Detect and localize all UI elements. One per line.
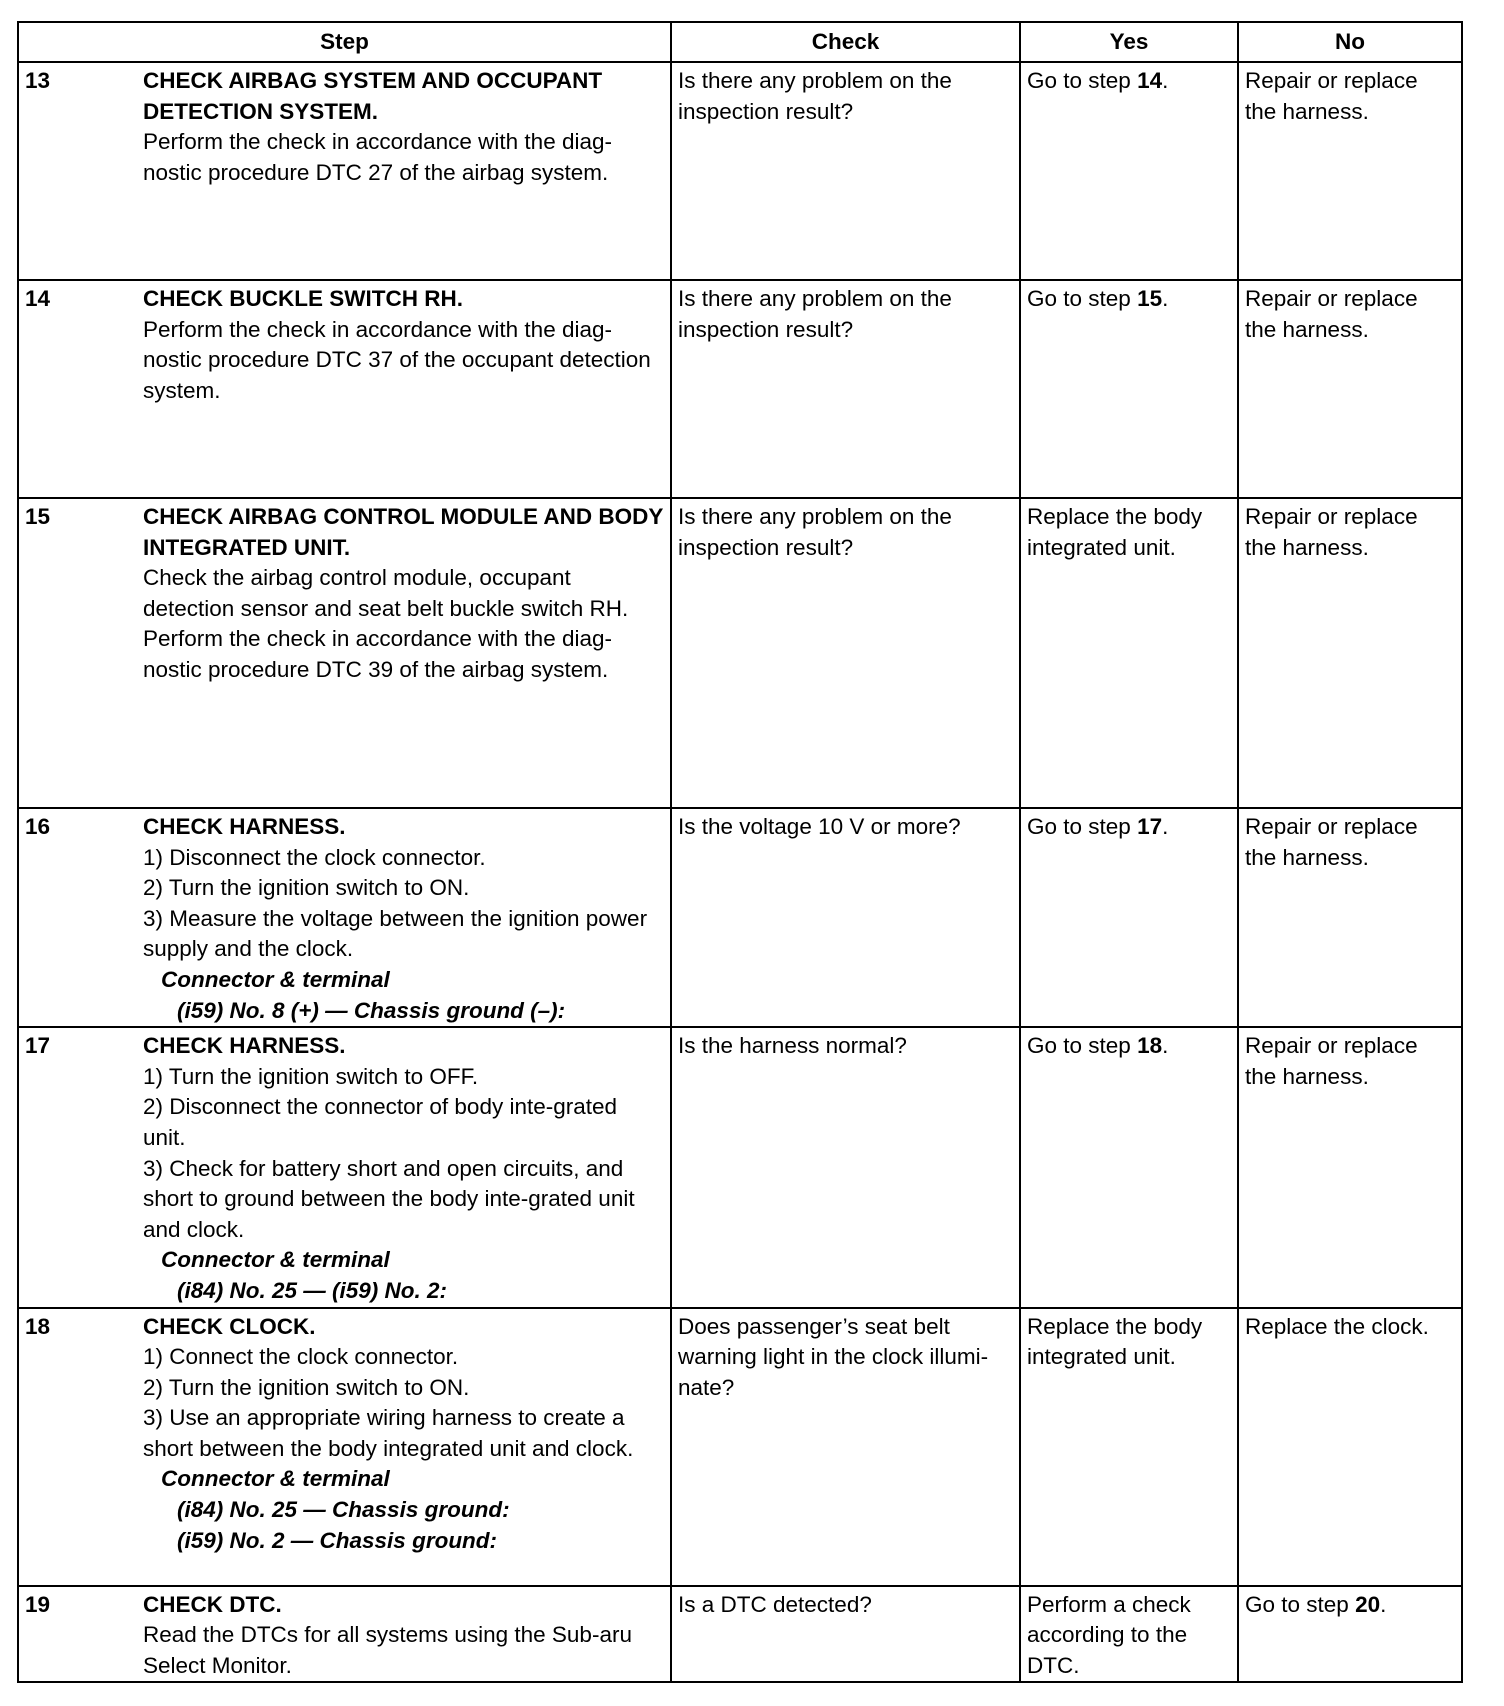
no-cell	[1238, 1586, 1462, 1683]
step-body	[143, 1590, 664, 1682]
yes-text: Replace the body integrated unit.	[1027, 504, 1203, 560]
step-number: 14	[25, 286, 51, 311]
step-body	[143, 1031, 664, 1306]
check-cell: Is the harness normal?	[671, 1027, 1020, 1307]
step-title: CHECK HARNESS.	[143, 814, 346, 839]
step-cell	[18, 808, 671, 1027]
connector-terminal: (i84) No. 25 — Chassis ground:	[177, 1497, 510, 1523]
step-line: 1) Disconnect the clock connector.	[143, 844, 486, 870]
header-check: Check	[671, 22, 1020, 62]
step-number: 16	[25, 814, 51, 839]
no-text: Repair or replace the harness.	[1245, 814, 1418, 870]
step-title: CHECK BUCKLE SWITCH RH.	[143, 286, 463, 311]
step-cell	[18, 1308, 671, 1586]
connector-heading: Connector & terminal	[161, 1466, 390, 1492]
header-row	[18, 22, 1462, 62]
diagnostic-table	[17, 21, 1463, 1683]
step-line: Check the airbag control module, occupant detection sensor and seat belt buckle switch RH.	[143, 565, 629, 621]
yes-text: Go to step	[1027, 814, 1138, 839]
step-title: CHECK AIRBAG CONTROL MODULE AND BODY INTEGRATED UNIT.	[143, 504, 664, 560]
yes-step-ref: 15	[1137, 286, 1163, 311]
step-title: CHECK CLOCK.	[143, 1313, 316, 1339]
table-row	[18, 1586, 1462, 1683]
header-step: Step	[18, 22, 671, 62]
step-inner	[25, 66, 664, 188]
yes-cell	[1020, 280, 1238, 498]
no-cell	[1238, 808, 1462, 1027]
connector-terminal: (i59) No. 8 (+) — Chassis ground (–):	[177, 997, 566, 1023]
check-cell: Does passenger’s seat belt warning light in the clock illumi-nate?	[671, 1308, 1020, 1586]
step-line: 3) Check for battery short and open circuits, and short to ground between the body inte-grated unit and clock.	[143, 1155, 635, 1242]
check-cell: Is there any problem on the inspection result?	[671, 62, 1020, 280]
step-inner	[25, 1312, 664, 1557]
no-cell	[1238, 62, 1462, 280]
step-inner	[25, 502, 664, 686]
step-title: CHECK AIRBAG SYSTEM AND OCCUPANT DETECTION SYSTEM.	[143, 68, 603, 124]
step-line: Perform the check in accordance with the diag-nostic procedure DTC 37 of the occupant detection system.	[143, 316, 651, 403]
step-inner	[25, 812, 664, 1026]
step-line: Perform the check in accordance with the diag-nostic procedure DTC 27 of the airbag system.	[143, 129, 612, 185]
check-cell: Is the voltage 10 V or more?	[671, 808, 1020, 1027]
step-line: Read the DTCs for all systems using the Sub-aru Select Monitor.	[143, 1622, 632, 1678]
table-row	[18, 280, 1462, 498]
yes-tail: .	[1162, 286, 1169, 311]
step-line: 3) Measure the voltage between the ignition power supply and the clock.	[143, 905, 648, 962]
step-inner	[25, 1031, 664, 1306]
step-body	[143, 1312, 664, 1557]
header-no: No	[1238, 22, 1462, 62]
table-row	[18, 62, 1462, 280]
connector-terminal: (i84) No. 25 — (i59) No. 2:	[177, 1277, 448, 1303]
table-row	[18, 1308, 1462, 1586]
yes-tail: .	[1162, 1033, 1169, 1059]
step-line: 1) Turn the ignition switch to OFF.	[143, 1063, 479, 1089]
yes-cell	[1020, 1586, 1238, 1683]
step-number: 17	[25, 1033, 51, 1059]
table-body	[18, 62, 1462, 1682]
step-title: CHECK DTC.	[143, 1591, 282, 1617]
step-title: CHECK HARNESS.	[143, 1033, 346, 1059]
table-row	[18, 808, 1462, 1027]
step-cell	[18, 280, 671, 498]
yes-cell	[1020, 1027, 1238, 1307]
yes-text: Perform a check according to the DTC.	[1027, 1591, 1191, 1678]
yes-step-ref: 17	[1137, 814, 1163, 839]
no-cell	[1238, 1308, 1462, 1586]
no-text: Go to step	[1245, 1591, 1356, 1617]
step-line: 2) Turn the ignition switch to ON.	[143, 1374, 470, 1400]
step-body	[143, 284, 664, 406]
yes-cell	[1020, 808, 1238, 1027]
step-cell	[18, 1027, 671, 1307]
no-text: Repair or replace the harness.	[1245, 286, 1418, 342]
step-inner	[25, 284, 664, 406]
step-body	[143, 812, 664, 1026]
table-row	[18, 498, 1462, 808]
yes-text: Go to step	[1027, 68, 1138, 93]
yes-step-ref: 18	[1137, 1033, 1163, 1059]
step-number: 18	[25, 1313, 51, 1339]
step-cell	[18, 1586, 671, 1683]
yes-tail: .	[1162, 814, 1169, 839]
no-tail: .	[1380, 1591, 1387, 1617]
no-cell	[1238, 280, 1462, 498]
no-text: Repair or replace the harness.	[1245, 68, 1418, 124]
no-text: Repair or replace the harness.	[1245, 504, 1418, 560]
step-number: 13	[25, 68, 51, 93]
check-cell: Is a DTC detected?	[671, 1586, 1020, 1683]
no-cell	[1238, 498, 1462, 808]
no-step-ref: 20	[1355, 1591, 1381, 1617]
yes-cell	[1020, 62, 1238, 280]
yes-cell	[1020, 498, 1238, 808]
step-line: Perform the check in accordance with the diag-nostic procedure DTC 39 of the airbag system.	[143, 626, 612, 682]
header-yes: Yes	[1020, 22, 1238, 62]
yes-cell	[1020, 1308, 1238, 1586]
step-cell	[18, 62, 671, 280]
step-number: 19	[25, 1591, 51, 1617]
no-cell	[1238, 1027, 1462, 1307]
connector-heading: Connector & terminal	[161, 1247, 390, 1273]
yes-step-ref: 14	[1137, 68, 1163, 93]
step-cell	[18, 498, 671, 808]
step-line: 2) Disconnect the connector of body inte-grated unit.	[143, 1094, 618, 1150]
no-text: Replace the clock.	[1245, 1313, 1429, 1339]
step-body	[143, 502, 664, 686]
no-text: Repair or replace the harness.	[1245, 1033, 1418, 1089]
connector-heading: Connector & terminal	[161, 966, 390, 992]
table-row	[18, 1027, 1462, 1307]
step-number: 15	[25, 504, 51, 529]
check-cell: Is there any problem on the inspection result?	[671, 498, 1020, 808]
step-body	[143, 66, 664, 188]
connector-terminal: (i59) No. 2 — Chassis ground:	[177, 1527, 498, 1553]
yes-tail: .	[1162, 68, 1169, 93]
yes-text: Go to step	[1027, 1033, 1138, 1059]
step-inner	[25, 1590, 664, 1682]
step-line: 1) Connect the clock connector.	[143, 1344, 459, 1370]
step-line: 2) Turn the ignition switch to ON.	[143, 875, 470, 901]
step-line: 3) Use an appropriate wiring harness to create a short between the body integrated unit and clock.	[143, 1405, 634, 1461]
check-cell: Is there any problem on the inspection result?	[671, 280, 1020, 498]
yes-text: Replace the body integrated unit.	[1027, 1313, 1203, 1370]
yes-text: Go to step	[1027, 286, 1138, 311]
